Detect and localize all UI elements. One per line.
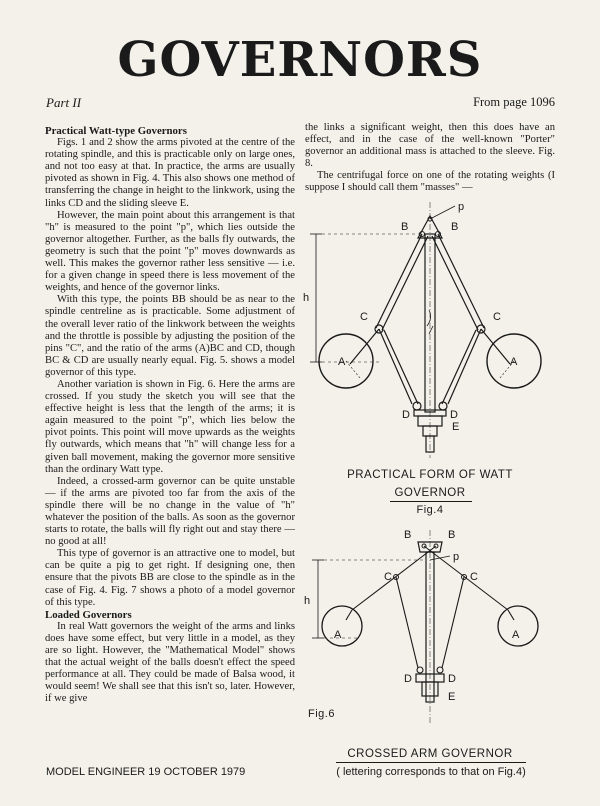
page-title: GOVERNORS xyxy=(117,32,483,88)
label-p: p xyxy=(453,551,460,563)
fig4-number: Fig.4 xyxy=(416,504,444,516)
label-a: A xyxy=(338,356,346,368)
fig4-caption-line1: PRACTICAL FORM OF WATT xyxy=(347,469,513,481)
paragraph: With this type, the points BB should be as near to the spindle centreline as is practicable. Some adjustment of the overall lever ratio of the linkwork between the weights and the throttle is possible by adjusting the position of the pins "C", and the ratio of the arms (A)BC and CD, though BC & CD are usually nearly equal. Fig. 5. shows a model governor of this type. xyxy=(45,294,295,378)
label-d: D xyxy=(448,673,456,685)
fig6-diagram xyxy=(300,520,560,730)
paragraph: The centrifugal force on one of the rotating weights (I suppose I should call them "masses" — xyxy=(305,170,555,194)
continued-from: From page 1096 xyxy=(473,95,555,109)
fig6-caption-line1: CROSSED ARM GOVERNOR xyxy=(347,748,513,760)
label-a: A xyxy=(334,629,342,641)
paragraph: Another variation is shown in Fig. 6. Here the arms are crossed. If you study the sketch you will see that the effective height is less that the length of the arms; it is again measured to the point "p", which lies below the pivot points. This point will move upwards as the weights fly outwards, which means that "h" will change less for a given ball movement, making the governor more sensitive than the ordinary Watt type. xyxy=(45,378,295,475)
label-d: D xyxy=(404,673,412,685)
label-c: C xyxy=(470,571,478,583)
paragraph: the links a significant weight, then this does have an effect, and in the case of the well-known "Porter" governor an additional mass is attached to the sleeve. Fig. 8. xyxy=(305,122,555,170)
paragraph: This type of governor is an attractive one to model, but can be quite a pig to get right. If designing one, then ensure that the pivots BB are close to the spindle as in the case of Fig. 4. Fig. 7 shows a photo of a model governor of this type. xyxy=(45,548,295,608)
right-column xyxy=(305,122,555,195)
label-b: B xyxy=(401,221,409,233)
fig6-number: Fig.6 xyxy=(308,708,335,720)
label-d: D xyxy=(402,409,410,421)
label-b: B xyxy=(448,529,456,541)
label-p: p xyxy=(458,201,465,213)
label-e: E xyxy=(452,421,460,433)
caption-underline xyxy=(336,762,526,763)
section-heading: Practical Watt-type Governors xyxy=(45,125,187,137)
paragraph: In real Watt governors the weight of the arms and links does have some effect, but very little in a model, as they are so light. However, the "Mathematical Model" shows that the actual weight of the balls doesn't effect the speed performance at all. They could be made of Balsa wood, it would seem! We shall see that this isn't so, later. However, if we give xyxy=(45,620,295,705)
label-b: B xyxy=(404,529,412,541)
label-a: A xyxy=(512,629,520,641)
fig4-diagram xyxy=(300,196,560,470)
label-c: C xyxy=(493,311,501,323)
page-footer: MODEL ENGINEER 19 OCTOBER 1979 xyxy=(46,766,246,778)
label-e: E xyxy=(448,691,456,703)
label-c: C xyxy=(360,311,368,323)
paragraph: However, the main point about this arrangement is that "h" is measured to the point "p", which lies outside the governor altogether. Further, as the balls fly outwards, the geometry is such that the point "p" moves downwards as well. This makes the governor rather less sensitive — i.e. for a given change in speed there is less movement of the weights, and hence of the governor links. xyxy=(45,209,295,294)
paragraph: Figs. 1 and 2 show the arms pivoted at the centre of the rotating spindle, and this is practicable only on large ones, and not too easy at that. In practice, the arms are usually pivoted as shown in Fig. 4. This also shows one method of transferring the change in height to the linkwork, using the links CD and the sliding sleeve E. xyxy=(45,137,295,209)
label-c: C xyxy=(384,571,392,583)
caption-underline xyxy=(390,501,472,502)
paragraph: Indeed, a crossed-arm governor can be quite unstable — if the arms are pivoted too far from the axis of the spindle there will be no change in the value of "h" whatever the position of the balls. As soon as the governor starts to rotate, the balls will fly right out and stay there — no good at all! xyxy=(45,475,295,548)
label-a: A xyxy=(510,356,518,368)
label-h: h xyxy=(303,292,310,304)
part-label: Part II xyxy=(46,95,82,110)
left-column xyxy=(45,125,295,706)
section-heading: Loaded Governors xyxy=(45,608,132,621)
fig4-caption-line2: GOVERNOR xyxy=(394,487,466,499)
label-d: D xyxy=(450,409,458,421)
fig6-caption-line2: ( lettering corresponds to that on Fig.4) xyxy=(336,766,526,778)
label-h: h xyxy=(304,595,311,607)
label-b: B xyxy=(451,221,459,233)
